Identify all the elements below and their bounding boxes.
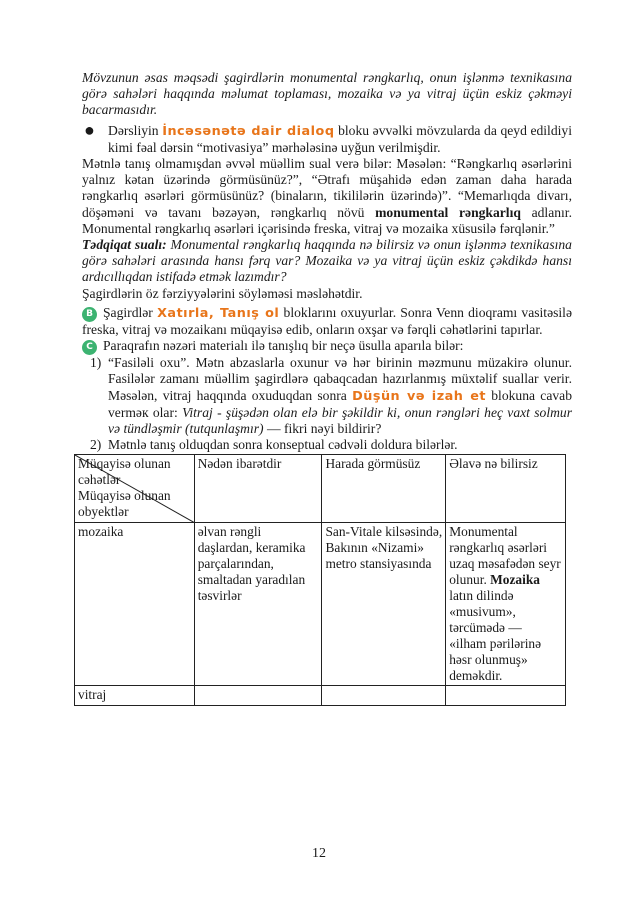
- dialog-block-label: İncəsənətə dair dialoq: [162, 123, 335, 139]
- table-cell: San-Vitale kilsəsində, Bakının «Nizami» metro stansiyasında: [322, 523, 446, 686]
- list-item: [82, 355, 572, 437]
- step-c-badge-icon: C: [82, 340, 97, 355]
- table-cell: mozaika: [75, 523, 195, 686]
- research-label: Tədqiqat sualı:: [82, 237, 167, 253]
- step-c-text: Paraqrafın nəzəri materialı ilə tanışlıq bir neçə üsulla aparıla bilər:: [103, 338, 464, 354]
- hypothesis-text: Şagirdlərin öz fərziyyələrini söyləməsi məsləhətdir.: [82, 285, 363, 301]
- table-header-cell: Əlavə nə bilirsiz: [446, 455, 566, 523]
- corner-bottom-label: Müqayisə olunan obyektlər: [78, 488, 171, 520]
- step-b-paragraph: [82, 305, 572, 338]
- research-text: Monumental rəngkarlıq haqqında nə bilirsiz və onun işlənmə texnikasına görə sahələri arasında hansı fərq var? Mozaika və ya vitraj üçün eskiz çəkdikdə hansı ardıcıllıqdan istifadə etmək lazımdır?: [82, 237, 572, 285]
- intro-paragraph: Mövzunun əsas məqsədi şagirdlərin monumental rəngkarlıq, onun işlənmə texnikasına görə sahələri haqqında məlumat toplaması, mozaika və ya vitraj üçün eskiz çəkməyi bacarmasıdır.: [82, 70, 572, 118]
- list-item-2-text: Mətnlə tanış olduqdan sonra konseptual cədvəli doldura bilərlər.: [108, 437, 458, 453]
- table-cell: [322, 686, 446, 706]
- list-number: 1): [90, 355, 102, 371]
- method-list: [82, 355, 572, 453]
- list-item-1-text: “Fasiləli oxu”. Mətn abzaslarla oxunur və hər birinin məzmunu müzakirə olunur. Fasilələr zamanı müəllim şagirdlərə qabaqcadan hazırlanmış müxtəlif suallar verir. Məsələn, vitraj haqqında oxuduqdan sonra: [108, 355, 572, 403]
- bullet-post: bloku əvvəlki mövzularda da qeyd edildiyi kimi fəal dərsin “motivasiya” mərhələsinə uyğun verilmişdir.: [108, 122, 572, 155]
- table-cell: vitraj: [75, 686, 195, 706]
- table-cell: [194, 686, 322, 706]
- list-item-1-tail: — fikri nəyi bildirir?: [263, 421, 382, 437]
- table-cell: [446, 523, 566, 686]
- table-header-row: [75, 455, 566, 523]
- step-c-paragraph: [82, 338, 572, 355]
- motivation-text-2: adlanır. Monumental rəngkarlıq əsərləri içərisində freska, vitraj və mozaika xüsusilə fərqlənir.”: [82, 204, 572, 236]
- step-b-badge-icon: B: [82, 307, 97, 322]
- table-row: [75, 686, 566, 706]
- list-item: [82, 437, 572, 453]
- step-b-block: Xatırla, Tanış ol: [157, 305, 280, 321]
- table-row: [75, 523, 566, 686]
- bullet-icon: ●: [84, 119, 95, 140]
- motivation-paragraph: [82, 156, 572, 237]
- table-header-cell: Harada görmüsüz: [322, 455, 446, 523]
- table-header-cell: Nədən ibarətdir: [194, 455, 322, 523]
- concept-table: [74, 454, 566, 706]
- list-item-1-post: blokuna cavab verməк olar:: [108, 387, 572, 420]
- page-number: 12: [312, 846, 326, 861]
- page-content: [78, 70, 573, 706]
- motivation-text-1: Mətnlə tanış olmamışdan əvvəl müəllim sual verə bilər: Məsələn: “Rəngkarlıq əsərlərini yalnız kətan üzərində görmüsünüz?”, “Ətrafı müşahidə edən zaman daha harada rəngkarlıq əsərləri görmüsünüz? (binaların, tikililərin üzərində)”. “Memarlıqda divarı, döşəməni və tavanı bəzəyən, rəngkarlıq növü: [82, 156, 572, 220]
- bullet-paragraph: [82, 119, 572, 156]
- list-item-1-italic: Vitraj - şüşədən olan elə bir şəkildir ki, onun rəngləri heç vaxt solmur və tündləşmir (tutqunlaşmır): [108, 404, 573, 437]
- list-item-1-block: Düşün və izah et: [352, 388, 486, 404]
- research-question: [82, 237, 572, 286]
- step-b-post: bloklarını oxuyurlar. Sonra Venn dioqramı vasitəsilə freska, vitraj və mozaikanı müqayisə edib, onların oxşar və fərqli cəhətlərini tapırlar.: [82, 304, 572, 338]
- table-corner-cell: [75, 455, 195, 523]
- mozaika-note-text: Monumental rəngkarlıq əsərləri uzaq məsafədən seyr olunur.: [449, 524, 561, 588]
- table-cell: [446, 686, 566, 706]
- corner-top-label: Müqayisə olunan cəhətlər: [78, 456, 171, 488]
- list-number: 2): [90, 437, 102, 453]
- step-b-pre: Şagirdlər: [103, 304, 153, 320]
- mozaika-note-bold: Mozaika: [490, 572, 540, 588]
- bullet-pre: Dərsliyin: [108, 122, 159, 138]
- mozaika-note-post: latın dilində «musivum», tərcümədə — «ilham pərilərinə həsr olunmuş» deməkdir.: [449, 588, 542, 684]
- motivation-bold: monumental rəngkarlıq: [375, 204, 521, 220]
- table-cell: əlvan rəngli daşlardan, keramika parçalarından, smaltadan yaradılan təsvirlər: [194, 523, 322, 686]
